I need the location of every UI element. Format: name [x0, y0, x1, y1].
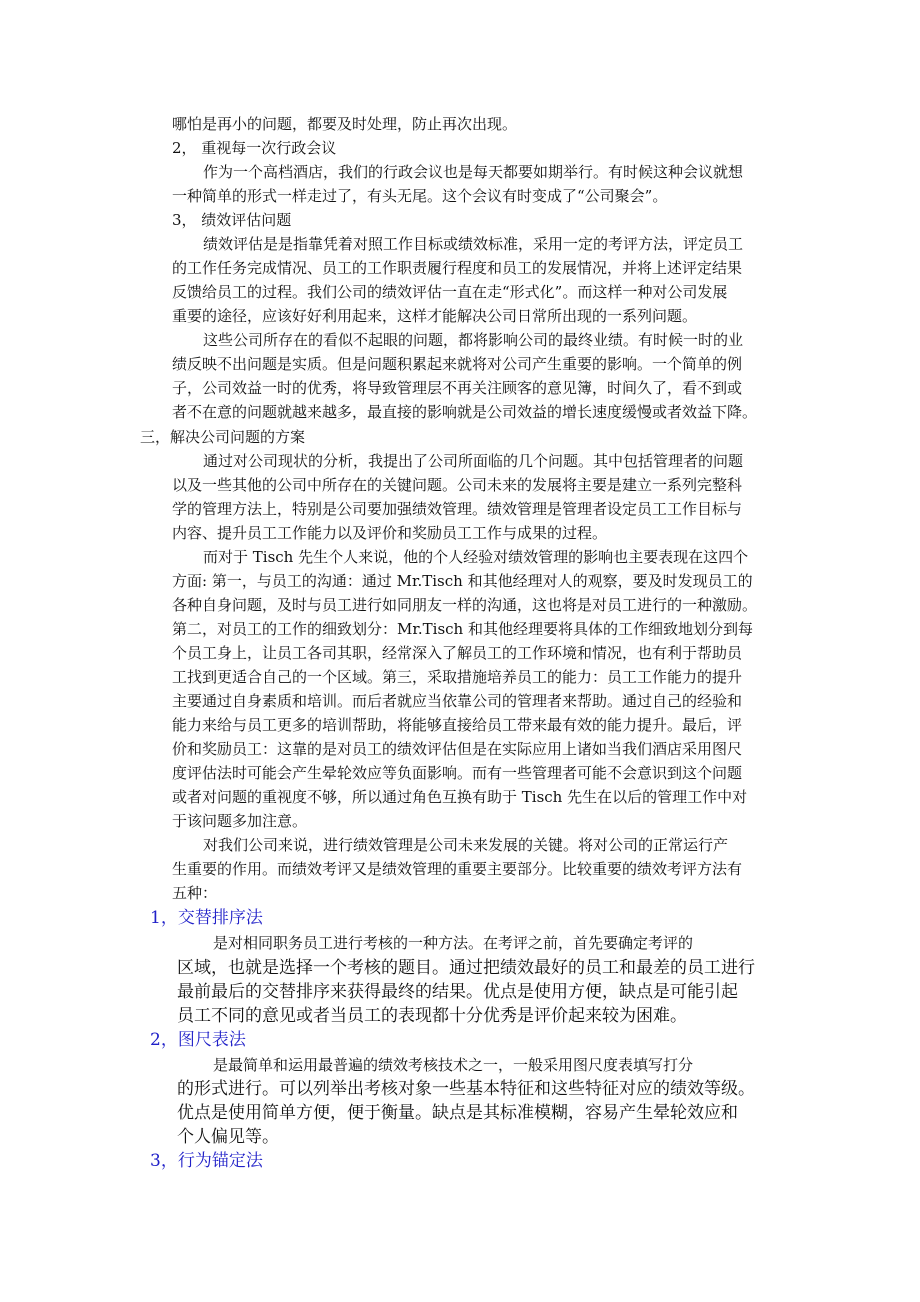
paragraph-line: 这些公司所存在的看似不起眼的问题，都将影响公司的最终业绩。有时候一时的业	[203, 331, 744, 349]
paragraph-line: 绩反映不出问题是实质。但是问题积累起来就将对公司产生重要的影响。一个简单的例	[172, 355, 743, 373]
paragraph-line: 员工不同的意见或者当员工的表现都十分优秀是评价起来较为困难。	[177, 1006, 687, 1026]
method-heading-2: 2，图尺表法	[150, 1030, 246, 1050]
paragraph-line: 是最简单和运用最普遍的绩效考核技术之一，一般采用图尺度表填写打分	[213, 1056, 694, 1074]
paragraph-line: 各种自身问题，及时与员工进行如同朋友一样的沟通，这也将是对员工进行的一种激励。	[172, 596, 758, 614]
paragraph-line: 价和奖励员工：这靠的是对员工的绩效评估但是在实际应用上诸如当我们酒店采用图尺	[172, 740, 743, 758]
paragraph-line: 主要通过自身素质和培训。而后者就应当依靠公司的管理者来帮助。通过自己的经验和	[172, 692, 743, 710]
paragraph-line: 方面: 第一，与员工的沟通：通过 Mr.Tisch 和其他经理对人的观察，要及时发现员工的	[172, 572, 753, 590]
section-heading-2: 2， 重视每一次行政会议	[172, 139, 337, 157]
paragraph-line: 或者对问题的重视度不够，所以通过角色互换有助于 Tisch 先生在以后的管理工作中对	[172, 788, 748, 806]
paragraph-line: 学的管理方法上，特别是公司要加强绩效管理。绩效管理是管理者设定员工工作目标与	[172, 500, 743, 518]
paragraph-line: 五种：	[172, 884, 218, 902]
paragraph-line: 生重要的作用。而绩效考评又是绩效管理的重要主要部分。比较重要的绩效考评方法有	[172, 860, 743, 878]
method-heading-1: 1，交替排序法	[150, 908, 263, 928]
paragraph-line: 优点是使用简单方便，便于衡量。缺点是其标准模糊，容易产生晕轮效应和	[177, 1103, 738, 1123]
paragraph-line: 绩效评估是是指靠凭着对照工作目标或绩效标准，采用一定的考评方法，评定员工	[203, 235, 744, 253]
paragraph-line: 而对于 Tisch 先生个人来说，他的个人经验对绩效管理的影响也主要表现在这四个	[203, 548, 749, 566]
paragraph-line: 以及一些其他的公司中所存在的关键问题。公司未来的发展将主要是建立一系列完整科	[172, 476, 743, 494]
section-heading-3: 3， 绩效评估问题	[172, 211, 292, 229]
chapter-heading-3: 三，解决公司问题的方案	[140, 428, 306, 446]
paragraph-line: 于该问题多加注意。	[172, 812, 308, 830]
method-heading-3: 3，行为锚定法	[150, 1151, 263, 1171]
paragraph-line: 者不在意的问题就越来越多，最直接的影响就是公司效益的增长速度缓慢或者效益下降。	[172, 403, 758, 421]
paragraph-line: 第二，对员工的工作的细致划分：Mr.Tisch 和其他经理要将具体的工作细致地划分到每	[172, 620, 753, 638]
paragraph-line: 能力来给与员工更多的培训帮助，将能够直接给员工带来最有效的能力提升。最后，评	[172, 716, 743, 734]
paragraph-line: 对我们公司来说，进行绩效管理是公司未来发展的关键。将对公司的正常运行产	[203, 836, 729, 854]
paragraph-line: 作为一个高档酒店，我们的行政会议也是每天都要如期举行。有时候这种会议就想	[203, 163, 744, 181]
paragraph-line: 一种简单的形式一样走过了，有头无尾。这个会议有时变成了“公司聚会”。	[172, 187, 668, 205]
paragraph-line: 的工作任务完成情况、员工的工作职责履行程度和员工的发展情况，并将上述评定结果	[172, 259, 743, 277]
paragraph-line: 重要的途径，应该好好利用起来，这样才能解决公司日常所出现的一系列问题。	[172, 307, 698, 325]
paragraph-line: 子，公司效益一时的优秀，将导致管理层不再关注顾客的意见簿，时间久了，看不到或	[172, 379, 743, 397]
paragraph-line: 反馈给员工的过程。我们公司的绩效评估一直在走“形式化”。而这样一种对公司发展	[172, 283, 728, 301]
paragraph-line: 的形式进行。可以列举出考核对象一些基本特征和这些特征对应的绩效等级。	[177, 1079, 755, 1099]
paragraph-line: 工找到更适合自己的一个区域。第三，采取措施培养员工的能力：员工工作能力的提升	[172, 668, 743, 686]
paragraph-line: 区域，也就是选择一个考核的题目。通过把绩效最好的员工和最差的员工进行	[177, 958, 755, 978]
paragraph-line: 哪怕是再小的问题，都要及时处理，防止再次出现。	[172, 115, 518, 133]
paragraph-line: 通过对公司现状的分析，我提出了公司所面临的几个问题。其中包括管理者的问题	[203, 452, 744, 470]
paragraph-line: 最前最后的交替排序来获得最终的结果。优点是使用方便，缺点是可能引起	[177, 982, 738, 1002]
paragraph-line: 内容、提升员工工作能力以及评价和奖励员工工作与成果的过程。	[172, 524, 608, 542]
paragraph-line: 度评估法时可能会产生晕轮效应等负面影响。而有一些管理者可能不会意识到这个问题	[172, 764, 743, 782]
paragraph-line: 是对相同职务员工进行考核的一种方法。在考评之前，首先要确定考评的	[213, 934, 694, 952]
paragraph-line: 个人偏见等。	[177, 1127, 279, 1147]
paragraph-line: 个员工身上，让员工各司其职，经常深入了解员工的工作环境和情况，也有利于帮助员	[172, 644, 743, 662]
